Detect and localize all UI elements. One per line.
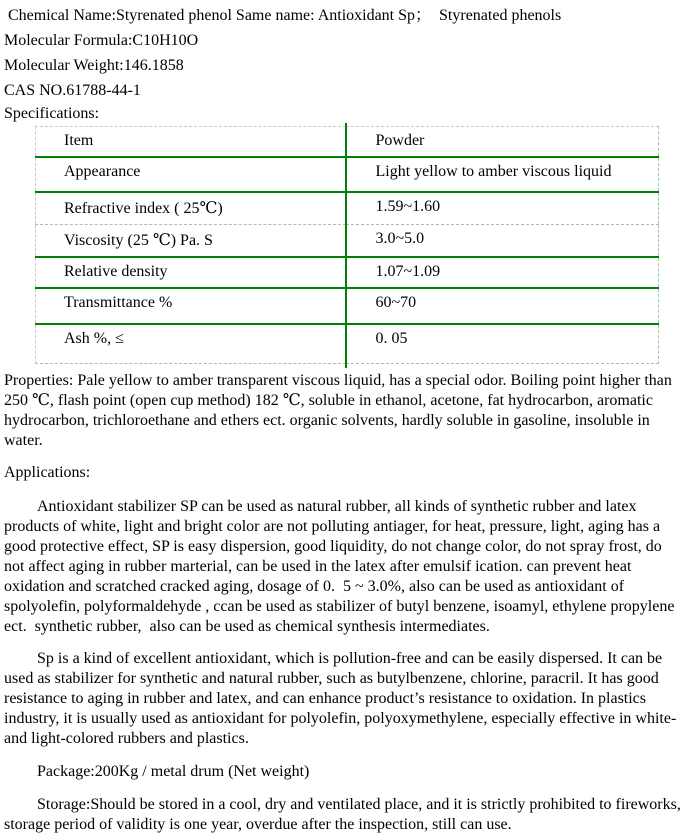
applications-line: and light-colored rubbers and plastics. [4, 730, 249, 747]
applications-line: good protective effect, SP is easy dispersion, good liquidity, do not change color, do not spray frost, do [4, 538, 662, 555]
chemical-name-line: Chemical Name:Styrenated phenol Same name: Antioxidant Sp； Styrenated phenols [4, 7, 562, 24]
package-paragraph [4, 762, 692, 782]
properties-line: 250 ℃, flash point (open cup method) 182 ℃, soluble in ethanol, acetone, fat hydrocarbon, aromatic [4, 392, 653, 409]
spec-row-refractive-index [36, 192, 659, 225]
spec-value-cell: 60~70 [346, 288, 659, 324]
spec-item-cell: Item [36, 127, 346, 157]
applications-label: Applications: [4, 464, 91, 481]
spec-row-viscosity [36, 225, 659, 257]
specifications-table [35, 126, 659, 364]
applications-line: industry, it is usually used as antioxidant for polyolefin, polyoxymethylene, especially effective in white- [4, 710, 677, 727]
spec-row-ash [36, 324, 659, 364]
properties-paragraph [4, 371, 692, 451]
molecular-weight-line: Molecular Weight:146.1858 [4, 57, 184, 74]
document-page [4, 3, 692, 835]
storage-paragraph [4, 795, 692, 835]
spec-item-cell: Relative density [36, 257, 346, 288]
applications-line: ect. synthetic rubber, also can be used as chemical synthesis intermediates. [4, 618, 490, 635]
spec-item-cell: Ash %, ≤ [64, 329, 124, 347]
applications-line: Antioxidant stabilizer SP can be used as natural rubber, all kinds of synthetic rubber and latex [37, 498, 637, 515]
molecular-formula-line: Molecular Formula:C10H10O [4, 32, 199, 49]
spec-item-cell: Viscosity (25 ℃) Pa. S [36, 225, 346, 257]
applications-line: spolyolefin, polyformaldehyde , ccan be used as stabilizer of butyl benzene, isoamyl, ethylene propylene [4, 598, 675, 615]
spec-item-cell: Appearance [36, 157, 346, 192]
spec-value-cell: Light yellow to amber viscous liquid [346, 157, 659, 192]
spec-row-header [36, 127, 659, 157]
specifications-table-wrap [35, 126, 659, 364]
spec-row-appearance [36, 157, 659, 192]
package-line: Package:200Kg / metal drum (Net weight) [37, 763, 310, 780]
cas-number-line: CAS NO.61788-44-1 [4, 82, 141, 99]
spec-row-transmittance [36, 288, 659, 324]
spec-value-cell: Powder [346, 127, 659, 157]
properties-line: Properties: Pale yellow to amber transparent viscous liquid, has a special odor. Boiling point higher than [4, 372, 672, 389]
applications-line: oxidation and scratched cracked aging, dosage of 0. 5 ~ 3.0%, also can be used as antioxidant of [4, 578, 625, 595]
storage-line: Storage:Should be stored in a cool, dry and ventilated place, and it is strictly prohibited to fireworks, [37, 796, 681, 813]
spec-value-cell: 1.59~1.60 [346, 192, 659, 225]
applications-line: resistance to aging in rubber and latex, and can enhance product’s resistance to oxidation. In plastics [4, 690, 647, 707]
applications-line: Sp is a kind of excellent antioxidant, which is pollution-free and can be easily dispersed. It can be [37, 650, 663, 667]
applications-line: products of white, light and bright color are not polluting antiager, for heat, pressure, light, aging has a [4, 518, 661, 535]
specifications-label: Specifications: [4, 105, 100, 122]
document-header [4, 3, 692, 126]
properties-line: hydrocarbon, trichloroethane and ethers ect. organic solvents, hardly soluble in gasoline, insoluble in [4, 412, 650, 429]
applications-line: not affect aging in rubber marterial, can be used in the latex after emulsif ication. can prevent heat [4, 558, 632, 575]
spec-value-cell: 3.0~5.0 [346, 225, 659, 257]
applications-paragraph-2 [4, 649, 692, 749]
spec-row-relative-density [36, 257, 659, 288]
spec-value-cell: 1.07~1.09 [346, 257, 659, 288]
table-column-divider [345, 123, 347, 368]
applications-paragraph-1 [4, 497, 692, 637]
spec-item-cell: Refractive index ( 25℃) [36, 192, 346, 225]
properties-line: water. [4, 432, 43, 449]
applications-line: used as stabilizer for synthetic and natural rubber, such as butylbenzene, chlorine, paracril. It has good [4, 670, 659, 687]
spec-value-cell: 0. 05 [375, 329, 408, 347]
spec-item-cell: Transmittance % [36, 288, 346, 324]
storage-line: storage period of validity is one year, overdue after the inspection, still can use. [4, 816, 512, 833]
